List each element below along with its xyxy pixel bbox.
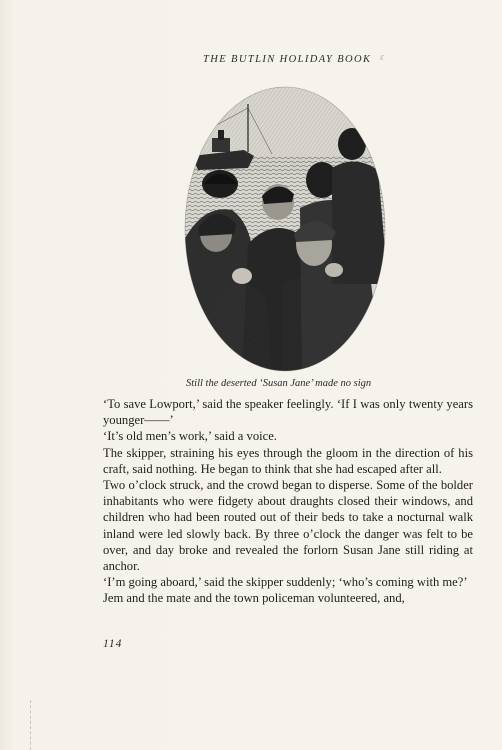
paragraph: Two o’clock struck, and the crowd began to disperse. Some of the bolder inhabitants who were fidgety about draughts closed their windows, and children who had been routed out of their beds to take a nocturnal walk inland were led slowly back. By three o’clock the danger was felt to be over, and day broke and revealed the forlorn Susan Jane still riding at anchor. <box>103 478 473 574</box>
illustration-caption: Still the deserted ‘Susan Jane’ made no sign <box>186 378 372 389</box>
paragraph: Jem and the mate and the town policeman volunteered, and, <box>103 591 405 606</box>
stray-pencil-mark: ε <box>380 52 384 63</box>
paragraph: The skipper, straining his eyes through the gloom in the direction of his craft, said nothing. He began to think that she had escaped after all. <box>103 445 473 476</box>
paragraph: ‘To save Lowport,’ said the speaker feelingly. ‘If I was only twenty years younger——’ <box>103 397 473 428</box>
page-number: 114 <box>103 638 123 650</box>
paragraph: ‘It’s old men’s work,’ said a voice. <box>103 429 277 444</box>
body-text <box>103 396 473 607</box>
running-head: THE BUTLIN HOLIDAY BOOK <box>203 54 372 65</box>
binding-marks <box>30 700 33 750</box>
paragraph: ‘I’m going aboard,’ said the skipper suddenly; ‘who’s coming with me?’ <box>103 575 468 590</box>
crowd-illustration <box>182 84 388 374</box>
